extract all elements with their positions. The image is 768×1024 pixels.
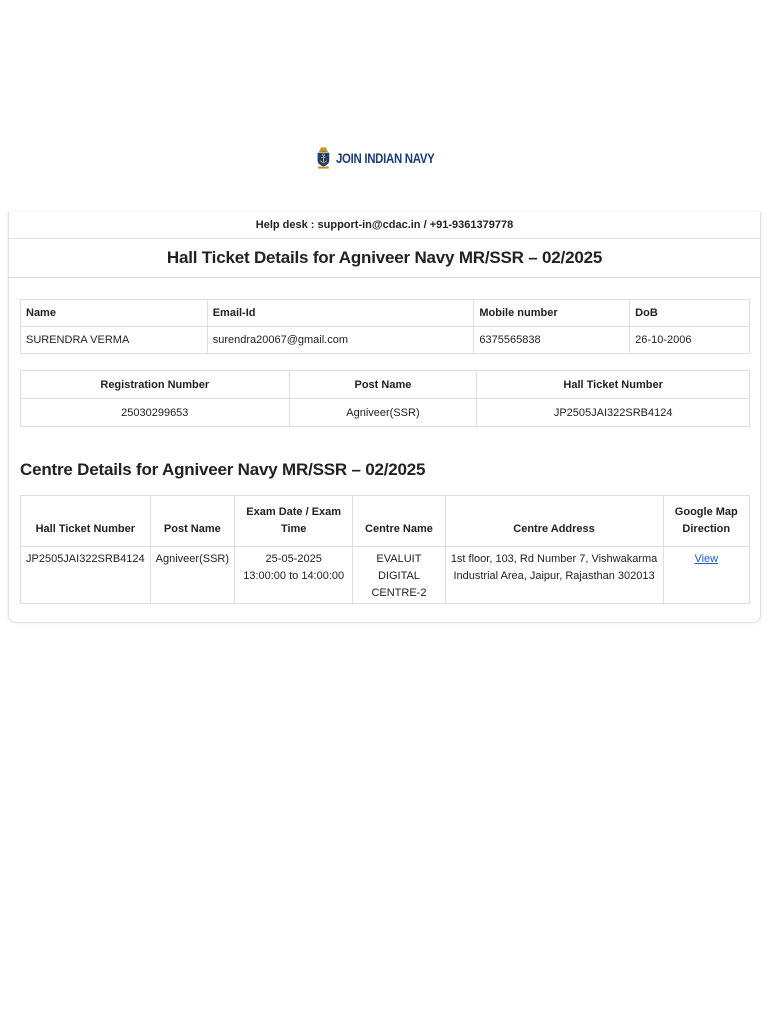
header-registration-number: Registration Number bbox=[21, 371, 290, 399]
join-indian-navy-logo[interactable] bbox=[316, 136, 456, 180]
table-row bbox=[21, 399, 750, 427]
header-centre-name: Centre Name bbox=[353, 496, 445, 547]
helpdesk-info: Help desk : support-in@cdac.in / +91-9361379778 bbox=[9, 212, 760, 239]
centre-address: 1st floor, 103, Rd Number 7, Vishwakarma Industrial Area, Jaipur, Rajasthan 302013 bbox=[445, 547, 663, 604]
candidate-details-table bbox=[20, 299, 750, 354]
page-title: Hall Ticket Details for Agniveer Navy MR/SSR – 02/2025 bbox=[9, 239, 760, 278]
header-google-map-direction: Google Map Direction bbox=[663, 496, 749, 547]
map-direction-cell bbox=[663, 547, 749, 604]
navy-crest-icon bbox=[316, 137, 331, 179]
header-email: Email-Id bbox=[207, 300, 474, 327]
registration-number: 25030299653 bbox=[21, 399, 290, 427]
exam-date: 25-05-2025 bbox=[265, 553, 322, 565]
exam-time: 13:00:00 to 14:00:00 bbox=[243, 570, 345, 582]
table-row bbox=[21, 547, 750, 604]
header-centre-address: Centre Address bbox=[445, 496, 663, 547]
centre-details-table bbox=[20, 495, 750, 604]
header-hall-ticket-number: Hall Ticket Number bbox=[21, 496, 151, 547]
candidate-email: surendra20067@gmail.com bbox=[207, 327, 474, 354]
view-map-link[interactable]: View bbox=[694, 553, 719, 565]
centre-section-title: Centre Details for Agniveer Navy MR/SSR – 02/2025 bbox=[20, 460, 426, 479]
header-post-name: Post Name bbox=[150, 496, 234, 547]
candidate-dob: 26-10-2006 bbox=[630, 327, 750, 354]
header-exam-date-time: Exam Date / Exam Time bbox=[235, 496, 353, 547]
hall-ticket-card bbox=[8, 212, 761, 623]
post-name: Agniveer(SSR) bbox=[289, 399, 477, 427]
hall-ticket-number: JP2505JAI322SRB4124 bbox=[477, 399, 750, 427]
table-header-row bbox=[21, 300, 750, 327]
candidate-mobile: 6375565838 bbox=[474, 327, 630, 354]
logo-text: JOIN INDIAN NAVY bbox=[335, 150, 435, 166]
table-row bbox=[21, 327, 750, 354]
header-hall-ticket-number: Hall Ticket Number bbox=[477, 371, 750, 399]
candidate-name: SURENDRA VERMA bbox=[21, 327, 208, 354]
exam-date-time bbox=[235, 547, 353, 604]
centre-name: EVALUIT DIGITAL CENTRE-2 bbox=[353, 547, 445, 604]
table-header-row bbox=[21, 496, 750, 547]
centre-post-name: Agniveer(SSR) bbox=[150, 547, 234, 604]
centre-hall-ticket-number: JP2505JAI322SRB4124 bbox=[21, 547, 151, 604]
registration-table bbox=[20, 370, 750, 427]
header-dob: DoB bbox=[630, 300, 750, 327]
table-header-row bbox=[21, 371, 750, 399]
header-mobile: Mobile number bbox=[474, 300, 630, 327]
header-post-name: Post Name bbox=[289, 371, 477, 399]
header-name: Name bbox=[21, 300, 208, 327]
